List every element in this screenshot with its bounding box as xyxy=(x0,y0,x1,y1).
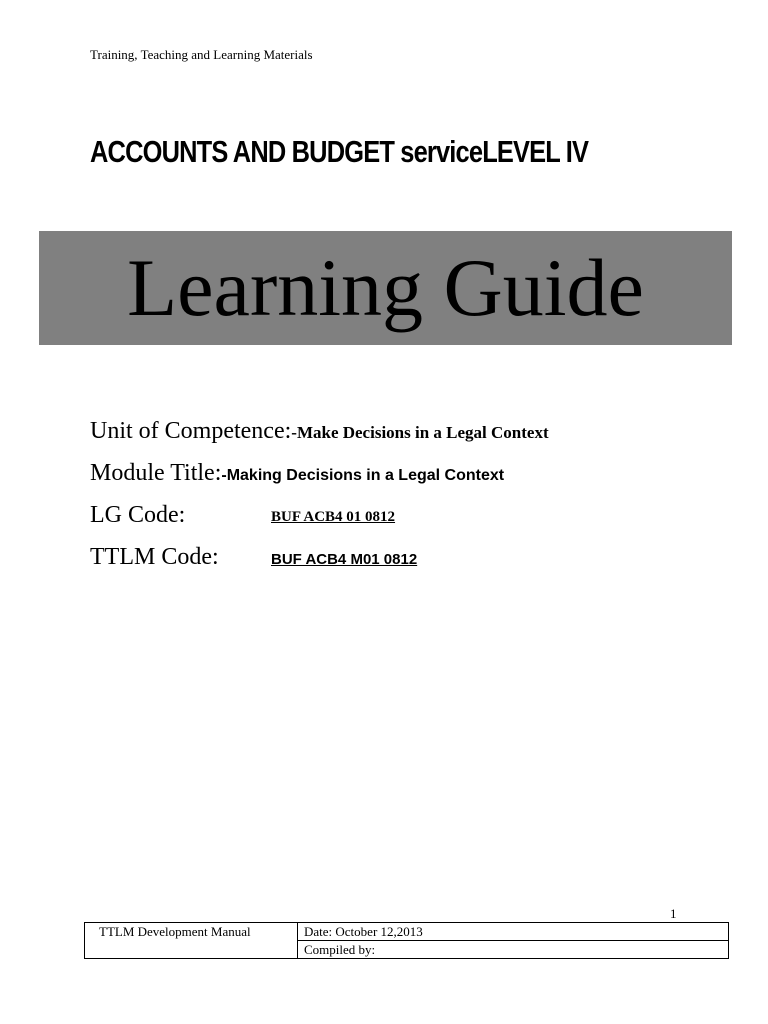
module-title-row xyxy=(90,461,504,485)
footer-manual-cell: TTLM Development Manual xyxy=(85,923,298,959)
header-text: Training, Teaching and Learning Materials xyxy=(90,47,313,62)
ttlm-code-label: TTLM Code: xyxy=(90,544,219,570)
document-title: ACCOUNTS AND BUDGET serviceLEVEL IV xyxy=(90,134,589,169)
banner-title: Learning Guide xyxy=(127,242,644,333)
unit-of-competence-value: -Make Decisions in a Legal Context xyxy=(291,423,549,442)
page-number: 1 xyxy=(670,906,677,921)
ttlm-code-row xyxy=(90,544,418,570)
lg-code-label: LG Code: xyxy=(90,502,186,528)
ttlm-code-value: BUF ACB4 M01 0812 xyxy=(271,551,418,568)
learning-guide-banner xyxy=(39,231,732,345)
footer-row xyxy=(85,923,729,941)
module-title-label: Module Title: xyxy=(90,460,222,486)
unit-of-competence-label: Unit of Competence: xyxy=(90,418,292,444)
footer-compiled-by-cell: Compiled by: xyxy=(298,941,729,959)
footer-date-cell: Date: October 12,2013 xyxy=(298,923,729,941)
footer-table xyxy=(84,922,729,959)
module-title-value: -Making Decisions in a Legal Context xyxy=(221,467,505,484)
lg-code-row xyxy=(90,502,396,528)
unit-of-competence-row xyxy=(90,419,549,443)
lg-code-value: BUF ACB4 01 0812 xyxy=(271,509,396,525)
